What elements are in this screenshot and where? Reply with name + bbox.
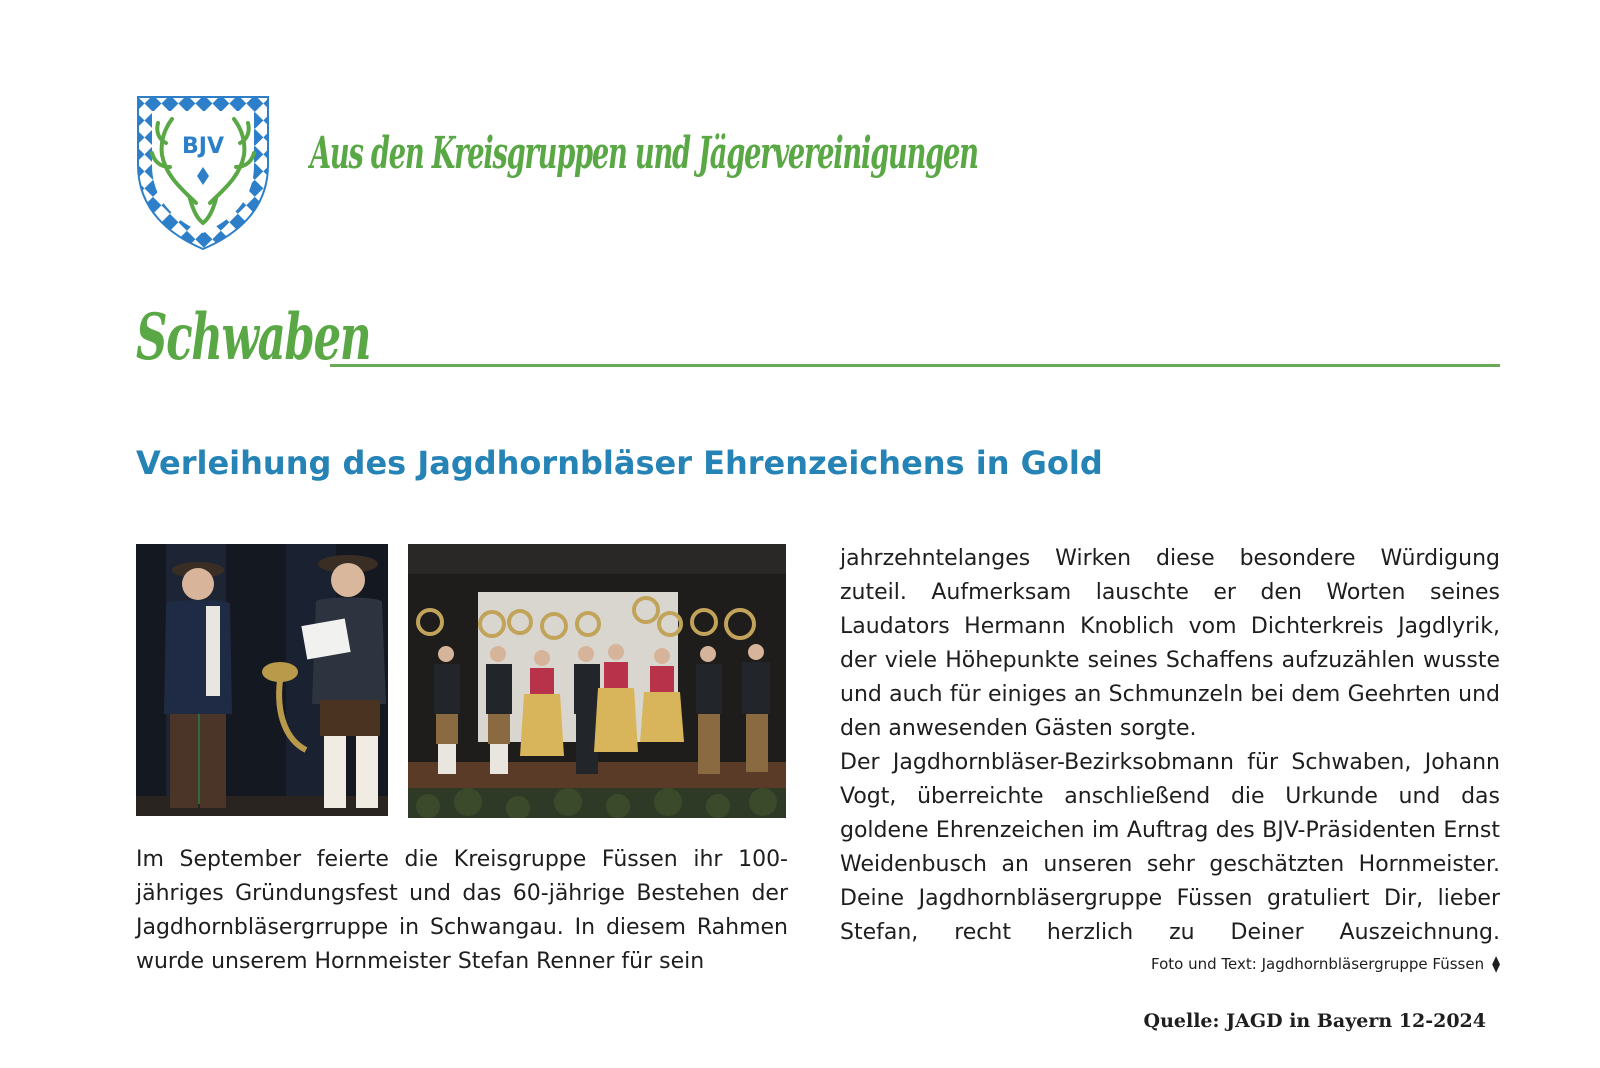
photo-laudation	[136, 544, 388, 816]
photo-horn-group	[408, 544, 786, 818]
credit-text: Foto und Text: Jagdhornbläsergruppe Füssen	[1151, 955, 1485, 973]
article-paragraph-2: jahrzehntelanges Wirken diese besondere Würdigung zuteil. Aufmerksam lauschte er den Worten seines Laudators Hermann Knoblich vom Dichterkreis Jagdlyrik, der viele Höhepunkte seines Schaffens aufzuzählen wusste und auch für einiges an Schmunzeln bei dem Geehrten und den anwesenden Gästen sorgte.	[840, 546, 1500, 741]
article-paragraph-3: Der Jagdhornbläser-Bezirksobmann für Schwaben, Johann Vogt, überreichte anschließend die Urkunde und das goldene Ehrenzeichen im Auftrag des BJV-Präsidenten Ernst Weidenbusch an unseren sehr geschätzten Hornmeister. Deine Jagdhornbläsergruppe Füssen gratuliert Dir, lieber Stefan, recht herzlich zu Deiner Auszeichnung.	[840, 750, 1500, 945]
article-title: Verleihung des Jagdhornbläser Ehrenzeichens in Gold	[136, 444, 1103, 482]
region-title: Schwaben	[136, 300, 371, 375]
photo-text-credit	[1151, 954, 1500, 973]
bjv-logo	[136, 95, 270, 251]
section-header: Aus den Kreisgruppen und Jägervereinigungen	[310, 128, 978, 179]
logo-text: BJV	[182, 134, 224, 159]
source-citation: Quelle: JAGD in Bayern 12-2024	[1143, 1010, 1486, 1032]
region-divider	[330, 364, 1500, 367]
end-mark-icon: ⧫	[1492, 954, 1500, 973]
article-paragraph-1: Im September feierte die Kreisgruppe Füssen ihr 100-jähriges Gründungsfest und das 60-jährige Bestehen der Jagdhornbläsergrruppe in Schwangau. In diesem Rahmen wurde unserem Hornmeister Stefan Renner für sein	[136, 847, 788, 974]
